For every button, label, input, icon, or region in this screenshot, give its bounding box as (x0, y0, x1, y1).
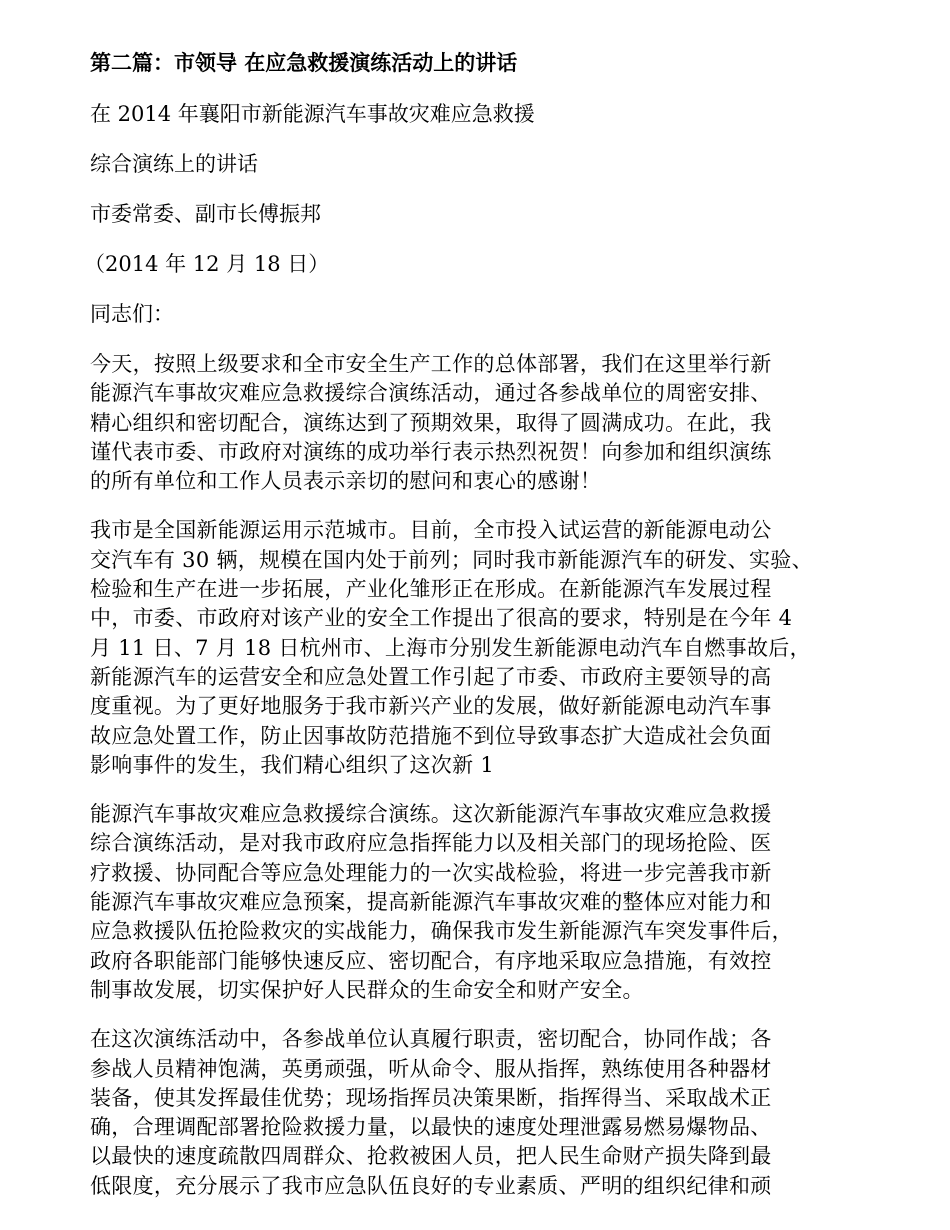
paragraph-line: 影响事件的发生，我们精心组织了这次新 1 (90, 752, 495, 777)
paragraph-line: 中，市委、市政府对该产业的安全工作提出了很高的要求，特别是在今年 4 (90, 606, 793, 631)
paragraph-line: 综合演练活动，是对我市政府应急指挥能力以及相关部门的现场抢险、医 (90, 831, 772, 856)
paragraph-line: 能源汽车事故灾难应急救援综合演练。这次新能源汽车事故灾难应急救援 (90, 802, 772, 827)
paragraph-line: 在这次演练活动中，各参战单位认真履行职责，密切配合，协同作战；各 (90, 1027, 772, 1052)
speaker-line: 市委常委、副市长傅振邦 (90, 202, 321, 226)
body-paragraph (90, 350, 910, 496)
paragraph-line: 确，合理调配部署抢险救援力量，以最快的速度处理泄露易燃易爆物品、 (90, 1115, 772, 1140)
paragraph-line: 疗救援、协同配合等应急处理能力的一次实战检验，将进一步完善我市新 (90, 860, 772, 885)
paragraph-line: 能源汽车事故灾难应急救援综合演练活动，通过各参战单位的周密安排、 (90, 381, 772, 406)
paragraph-line: 新能源汽车的运营安全和应急处置工作引起了市委、市政府主要领导的高 (90, 664, 772, 689)
greeting-line: 同志们： (90, 302, 174, 326)
paragraph-line: 月 11 日、7 月 18 日杭州市、上海市分别发生新能源电动汽车自燃事故后， (90, 635, 811, 660)
paragraph-line: 度重视。为了更好地服务于我市新兴产业的发展，做好新能源电动汽车事 (90, 694, 772, 719)
subtitle-line-2: 综合演练上的讲话 (90, 152, 258, 176)
paragraph-line: 的所有单位和工作人员表示亲切的慰问和衷心的感谢！ (90, 469, 602, 494)
paragraph-line: 以最快的速度疏散四周群众、抢救被困人员，把人民生命财产损失降到最 (90, 1144, 772, 1169)
paragraph-line: 能源汽车事故灾难应急预案，提高新能源汽车事故灾难的整体应对能力和 (90, 890, 772, 915)
paragraph-line: 故应急处置工作，防止因事故防范措施不到位导致事态扩大造成社会负面 (90, 723, 772, 748)
body-paragraph (90, 800, 910, 1005)
paragraph-line: 检验和生产在进一步拓展，产业化雏形正在形成。在新能源汽车发展过程 (90, 577, 772, 602)
paragraph-line: 参战人员精神饱满，英勇顽强，听从命令、服从指挥，熟练使用各种器材 (90, 1056, 772, 1081)
paragraph-line: 装备，使其发挥最佳优势；现场指挥员决策果断，指挥得当、采取战术正 (90, 1085, 772, 1110)
paragraph-line: 应急救援队伍抢险救灾的实战能力，确保我市发生新能源汽车突发事件后， (90, 919, 793, 944)
body-paragraphs (90, 350, 910, 1201)
paragraph-line: 制事故发展，切实保护好人民群众的生命安全和财产安全。 (90, 977, 644, 1002)
document-page (84, 48, 910, 1221)
paragraph-line: 今天，按照上级要求和全市安全生产工作的总体部署，我们在这里举行新 (90, 352, 772, 376)
paragraph-line: 低限度，充分展示了我市应急队伍良好的专业素质、严明的组织纪律和顽 (90, 1173, 772, 1198)
body-paragraph (90, 1025, 910, 1201)
body-paragraph (90, 516, 910, 780)
paragraph-line: 交汽车有 30 辆，规模在国内处于前列；同时我市新能源汽车的研发、实验、 (90, 547, 813, 572)
paragraph-line: 政府各职能部门能够快速反应、密切配合，有序地采取应急措施，有效控 (90, 948, 772, 973)
date-line: （2014 年 12 月 18 日） (84, 252, 330, 276)
paragraph-line: 我市是全国新能源运用示范城市。目前，全市投入试运营的新能源电动公 (90, 518, 772, 543)
document-title: 第二篇：市领导 在应急救援演练活动上的讲话 (90, 50, 518, 75)
subtitle-line-1: 在 2014 年襄阳市新能源汽车事故灾难应急救援 (90, 102, 535, 126)
paragraph-line: 谨代表市委、市政府对演练的成功举行表示热烈祝贺！向参加和组织演练 (90, 439, 772, 464)
paragraph-line: 精心组织和密切配合，演练达到了预期效果，取得了圆满成功。在此，我 (90, 410, 772, 435)
